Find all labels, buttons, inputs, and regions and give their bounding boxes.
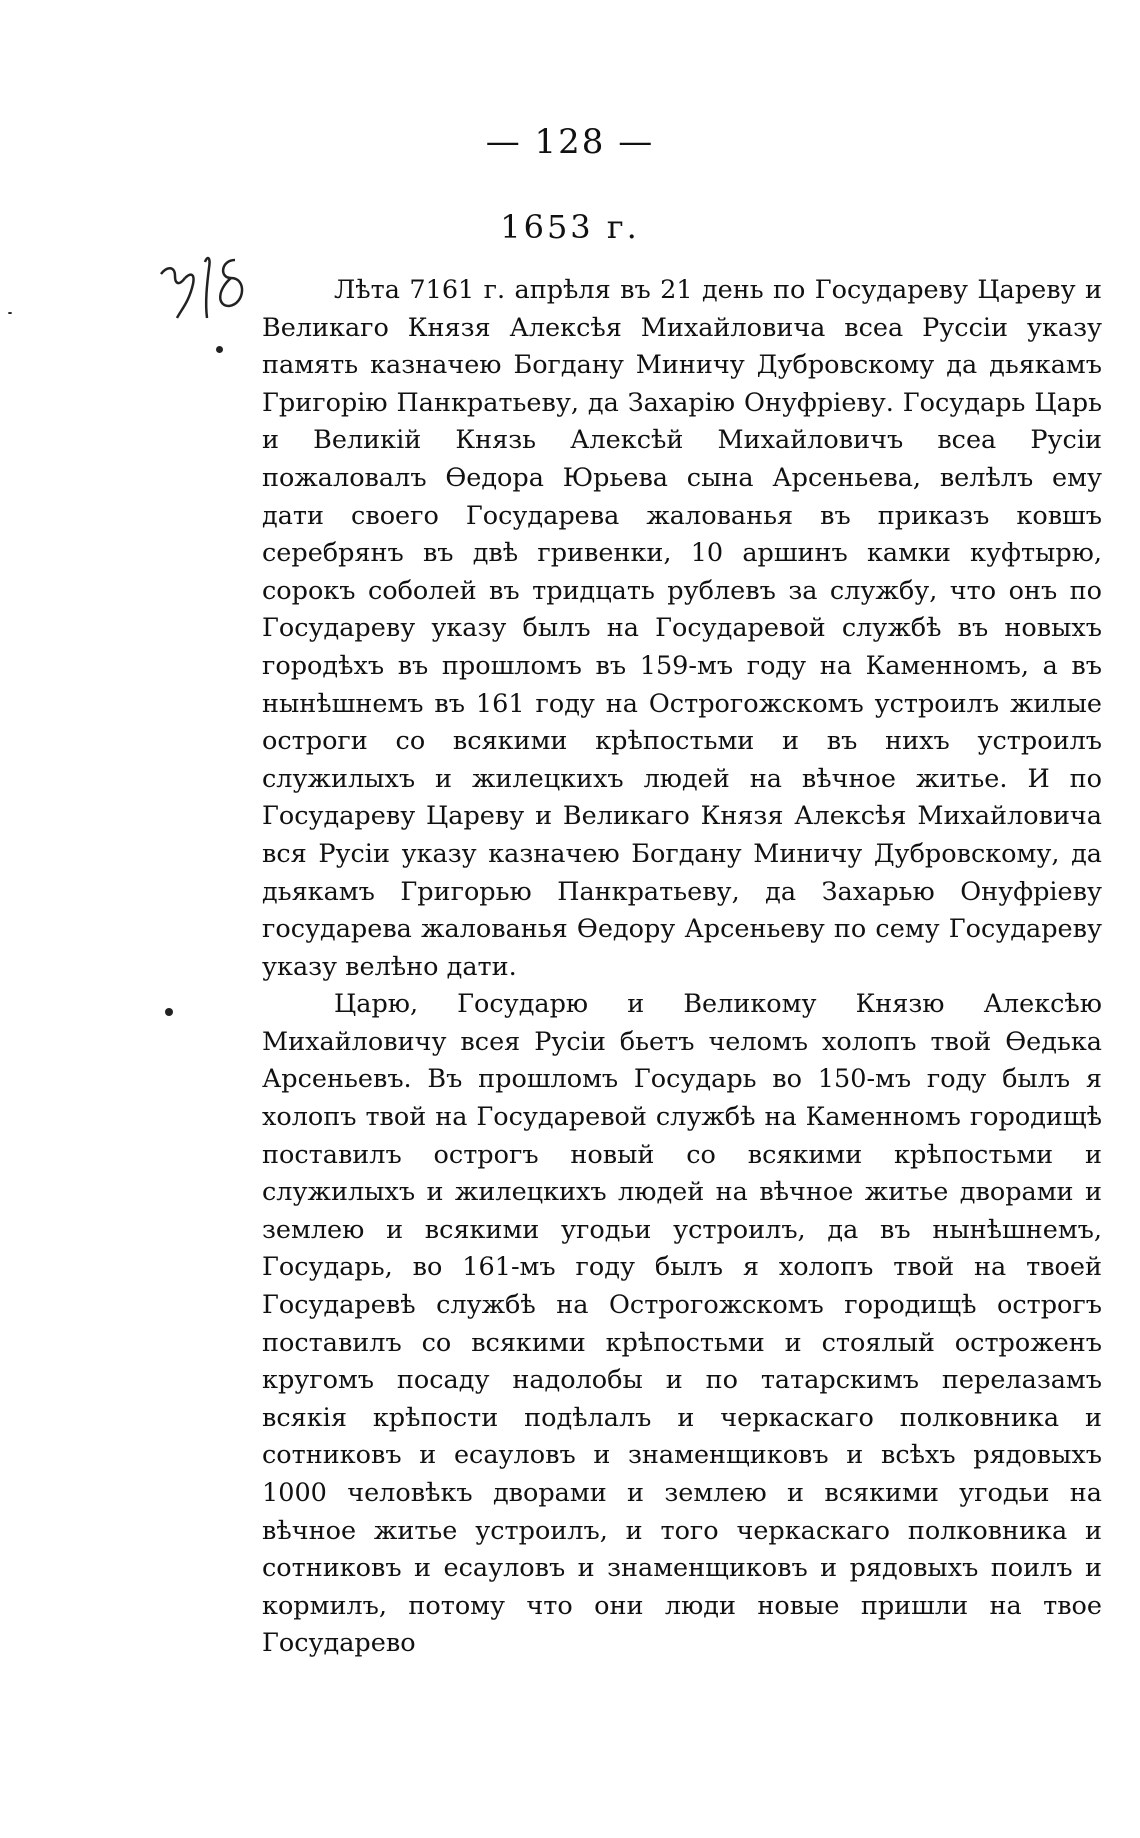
paragraph: Лѣта 7161 г. апрѣля въ 21 день по Государеву Цареву и Великаго Князя Алексѣя Михайловича всеа Руссіи указу память казначею Богдану Миничу Дубровскому да дьякамъ Григорію Панкратьеву, да Захарію Онуфріеву. Государь Царь и Великій Князь Алексѣй Михайловичъ всеа Русіи пожаловалъ Ѳедора Юрьева сына Арсеньева, велѣлъ ему дати своего Государева жалованья въ приказъ ковшъ серебрянъ въ двѣ гривенки, 10 аршинъ камки куфтырю, сорокъ соболей въ тридцать рублевъ за службу, что онъ по Государеву указу былъ на Государевой службѣ въ новыхъ городѣхъ въ прошломъ въ 159-мъ году на Каменномъ, а въ нынѣшнемъ въ 161 году на Острогожскомъ устроилъ жилые остроги со всякими крѣпостьми и въ нихъ устроилъ служилыхъ и жилецкихъ людей на вѣчное житье. И по Государеву Цареву и Великаго Князя Алексѣя Михайловича вся Русіи указу казначею Богдану Миничу Дубровскому, да дьякамъ Григорью Панкратьеву, да Захарью Онуфріеву государева жалованья Ѳедору Арсеньеву по сему Государеву указу велѣно дати. [262, 275, 1102, 982]
margin-dot [165, 1008, 173, 1016]
margin-dot [216, 346, 223, 353]
margin-note-svg [155, 248, 265, 358]
page-number: — 128 — [485, 122, 655, 162]
paragraph: Царю, Государю и Великому Князю Алексѣю Михайловичу всея Русіи бьетъ челомъ холопъ твой Ѳедька Арсеньевъ. Въ прошломъ Государь во 150-мъ году былъ я холопъ твой на Государевой службѣ на Каменномъ городищѣ поставилъ острогъ новый со всякими крѣпостьми и служилыхъ и жилецкихъ людей на вѣчное житье дворами и землею и всякими угодьи устроилъ, да въ нынѣшнемъ, Государь, во 161-мъ году былъ я холопъ твой на твоей Государевѣ службѣ на Острогожскомъ городищѣ острогъ поставилъ со всякими крѣпостьми и стоялый остроженъ кругомъ посаду надолобы и по татарскимъ перелазамъ всякія крѣпости подѣлалъ и черкаскаго полковника и сотниковъ и есауловъ и знаменщиковъ и всѣхъ рядовыхъ 1000 человѣкъ дворами и землею и всякими угодьи на вѣчное житье устроилъ, и того черкаскаго полковника и сотниковъ и есауловъ и знаменщиковъ и рядовыхъ поилъ и кормилъ, потому что они люди новые пришли на твое Государево [262, 989, 1102, 1659]
margin-dot [8, 312, 12, 314]
body-text [262, 272, 1102, 1663]
year-heading: 1653 г. [500, 208, 640, 246]
handwritten-mark-icon [155, 248, 265, 358]
